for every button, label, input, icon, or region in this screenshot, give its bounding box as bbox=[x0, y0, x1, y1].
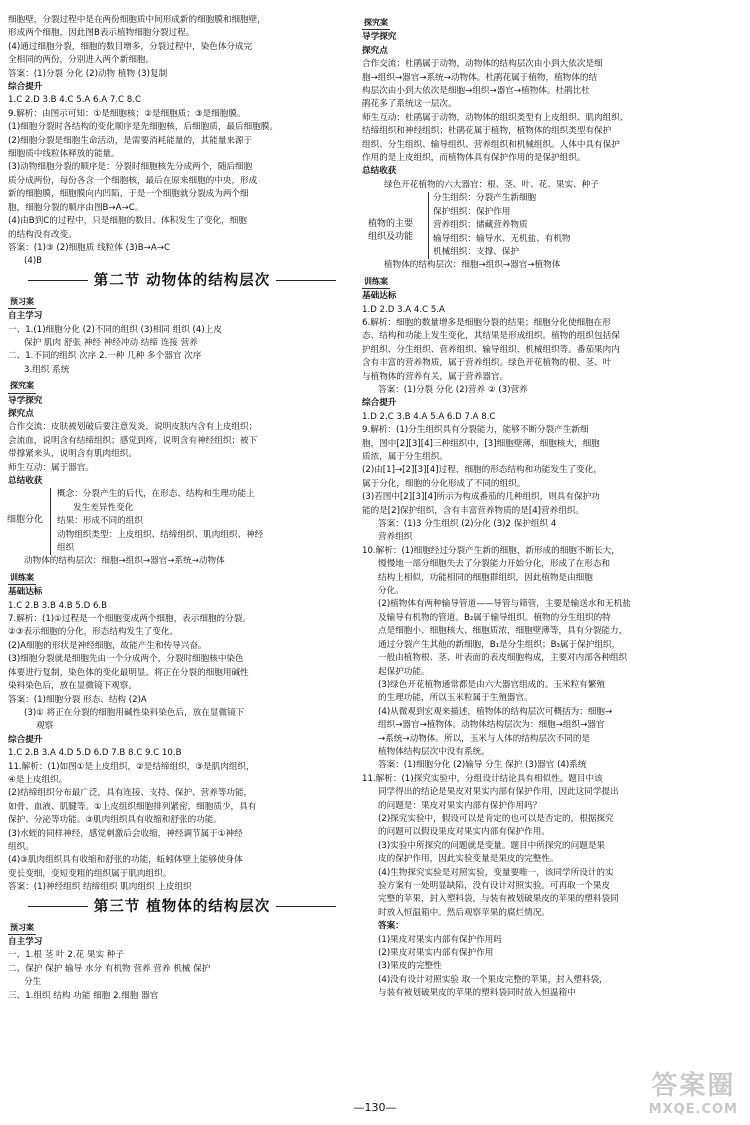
text-line: 皮的保护作用，因此实验变量是果皮的完整性。 bbox=[378, 854, 559, 865]
text-line: 分化。 bbox=[378, 586, 404, 597]
text-line: (2)植物体有两种输导管道——导管与筛管，主要是输送水和无机盐 bbox=[378, 599, 631, 610]
text-line: (4)生物探究实验是对照实验，变量要唯一，该同学所设计的实 bbox=[378, 867, 614, 878]
text-line: 胞，图中[2][3][4]三种组织中，[3]细胞壁薄，细胞核大，细胞 bbox=[362, 438, 600, 449]
text-line: (2)探究实验中，假设可以是肯定的也可以是否定的，根据探究 bbox=[378, 813, 614, 824]
text-line: 师生互动：属于器官。 bbox=[8, 462, 94, 473]
answer-line: 答案：(1)3 分生组织 (2)分化 (3)2 保护组织 4 bbox=[378, 519, 557, 530]
text-line: (4)③肌肉组织具有收缩和舒张的功能，蚯蚓体壁上能够使身体 bbox=[8, 855, 243, 866]
plant-summary-diagram bbox=[368, 179, 742, 273]
multiple-choice-answers: 1.D 2.C 3.B 4.A 5.A 6.D 7.A 8.C bbox=[362, 411, 496, 422]
text-line: 胞，细胞分裂的顺序由图B→A→C。 bbox=[8, 202, 144, 213]
summary-item: 绿色开花植物的六大器官：根、茎、叶、花、果实、种子 bbox=[384, 179, 599, 190]
summary-item: 发生差异性变化 bbox=[73, 502, 134, 513]
text-line: 7.解析：(1)①过程是一个细胞变成两个细胞，表示细胞的分裂。 bbox=[8, 614, 251, 625]
text-line: 的生理功能，所以玉米粒属于生殖器官。 bbox=[378, 693, 533, 704]
text-line: 细胞质中线粒体释放的能量。 bbox=[8, 149, 120, 160]
text-line: 构层次由小到大依次是细胞→组织→器官→植物体。杜鹃比杜 bbox=[362, 86, 590, 97]
answer-line: 营养组织 bbox=[378, 532, 413, 543]
summary-item: 动物组织类型：上皮组织、结缔组织、肌肉组织、神经 bbox=[57, 529, 264, 540]
question-11-explanation bbox=[8, 761, 356, 882]
summary-item: 分生组织：分裂产生新细胞 bbox=[433, 193, 537, 204]
text-line: 态、结构和功能上发生变化，其结果是形成组织。植物的组织包括保 bbox=[362, 331, 620, 342]
text-line: 含有丰富的营养物质，属于营养组织。绿色开花植物的根、茎、叶 bbox=[362, 358, 612, 369]
answer-line: (2)果皮对果实内部有保护作用 bbox=[378, 948, 494, 959]
text-line: 变长变细，变短变粗的组织属于肌肉组织。 bbox=[8, 868, 172, 879]
text-line: 植物体结构层次中没有系统。 bbox=[378, 746, 490, 757]
text-line: 三、1.组织 结构 功能 细胞 2.细胞 器官 bbox=[8, 990, 159, 1001]
text-line: 分生 bbox=[24, 977, 42, 988]
text-line: 鹃花多了系统这一层次。 bbox=[362, 99, 457, 110]
text-line: 属于分化，细胞的分化形成了不同的组织。 bbox=[362, 478, 526, 489]
text-line: 结缔组织和神经组织；杜鹃花属于植物，植物体的组织类型有保护 bbox=[362, 126, 612, 137]
answer-line: 答案：(1)分裂 分化 (2)营养 ② (3)营养 bbox=[378, 384, 528, 395]
text-line: 新的细胞膜，细胞膜向内凹陷，于是一个细胞就分裂成为两个细 bbox=[8, 189, 249, 200]
text-line: 3.组织 系统 bbox=[24, 364, 70, 375]
text-line: (4)由B到C的过程中，只是细胞的数目、体积发生了变化，细胞 bbox=[8, 216, 247, 227]
text-line: 9.解析：由图示可知：①是细胞核；②是细胞质；③是细胞膜。 bbox=[8, 108, 246, 119]
heading-guided: 导学探究 bbox=[8, 395, 43, 406]
text-line: 11.解析：(1)探究实验中，分组设计结论具有相似性。题目中该 bbox=[362, 773, 603, 784]
heading-basic: 基础达标 bbox=[362, 291, 397, 302]
heading-self-study: 自主学习 bbox=[8, 311, 43, 322]
tag-training: 训练案 bbox=[362, 275, 390, 289]
text-line: 的问题可以假设果皮对果实内部有保护作用。 bbox=[378, 827, 550, 838]
answer-line: 观察 bbox=[36, 721, 54, 732]
summary-item: 概念：分裂产生的后代，在形态、结构和生理功能上 bbox=[57, 489, 255, 500]
tag-training: 训练案 bbox=[8, 571, 36, 585]
summary-item: 动物体的结构层次：细胞→组织→器官→系统→动物体 bbox=[24, 556, 225, 567]
text-line: 一、1.(1)细胞分化 (2)不同的组织 (3)相同 组织 (4)上皮 bbox=[8, 324, 222, 335]
summary-label: 植物的主要 组织及功能 bbox=[368, 219, 414, 243]
text-line: 质浓，属于分生组织。 bbox=[362, 452, 448, 462]
summary-item: 营养组织：储藏营养物质 bbox=[433, 220, 528, 231]
question-9-explanation bbox=[362, 424, 742, 518]
tag-explore: 探究案 bbox=[362, 16, 390, 30]
summary-label: 细胞分化 bbox=[7, 515, 44, 526]
text-line: 的问题是：果皮对果实内部有保护作用吗？ bbox=[378, 800, 542, 811]
answer-line: 与装有被划破果皮的苹果的塑料袋同时放入恒温箱中 bbox=[378, 988, 576, 999]
page-number: —130— bbox=[353, 1101, 397, 1114]
text-line: (3)动物细胞分裂的顺序是：分裂时细胞核先分成两个，随后细胞 bbox=[8, 162, 253, 173]
text-line: (2)由[1]→[2][3][4]过程，细胞的形态结构和功能发生了变化， bbox=[362, 465, 602, 476]
multiple-choice-answers: 1.C 2.B 3.A 4.D 5.D 6.D 7.B 8.C 9.C 10.B bbox=[8, 748, 182, 759]
text-line: 二、保护 保护 输导 水分 有机物 营养 营养 机械 保护 bbox=[8, 963, 211, 974]
summary-item: 结果：形成不同的组织 bbox=[57, 516, 143, 527]
text-line: (3)绿色开花植物通常都是由六大器官组成的。玉米粒有繁殖 bbox=[378, 679, 606, 690]
question-7-explanation bbox=[8, 613, 356, 693]
text-line: 保护、分泌等功能。③肌肉组织具有收缩和舒张的功能。 bbox=[8, 815, 222, 826]
text-line: (1)细胞分裂时各结构的变化顺序是先细胞核，后细胞质，最后细胞膜。 bbox=[8, 122, 278, 133]
text-line: 9.解析：(1)分生组织具有分裂能力，能够不断分裂产生新细 bbox=[362, 425, 589, 436]
answer-line: (4)没有设计对照实验 取一个果皮完整的苹果，封入塑料袋， bbox=[378, 974, 608, 985]
text-line: 通过分裂产生其他的新细胞，B₁是分生组织；B₃属于保护组织， bbox=[378, 639, 621, 650]
multiple-choice-answers: 1.D 2.D 3.A 4.C 5.A bbox=[362, 304, 445, 315]
text-line: 与植物体的营养有关，属于营养器官。 bbox=[362, 371, 509, 382]
text-line: (2)A细胞的形状是神经细胞，故能产生和传导兴奋。 bbox=[8, 640, 207, 651]
answer-line: 答案：(1)分裂 分化 (2)动物 植物 (3)复制 bbox=[8, 68, 168, 79]
text-line: 护组织、分生组织、营养组织、输导组织、机械组织等。番茄果肉内 bbox=[362, 344, 620, 355]
text-line: (3)实验中所探究的问题就是变量。题目中所探究的问题是果 bbox=[378, 840, 606, 851]
text-line: 的结构没有改变。 bbox=[8, 229, 77, 240]
text-line: ④是上皮组织。 bbox=[8, 774, 68, 785]
text-line: 完整的苹果，封入塑料袋，与装有被划破果皮的苹果的塑料袋同 bbox=[378, 894, 619, 905]
text-line: 细胞壁，分裂过程中是在两份细胞质中间形成新的细胞膜和细胞壁， bbox=[8, 15, 266, 25]
multiple-choice-answers: 1.C 2.B 3.B 4.B 5.D 6.B bbox=[8, 600, 108, 611]
tag-explore: 探究案 bbox=[8, 379, 36, 393]
summary-item: 保护组织：保护作用 bbox=[433, 206, 511, 217]
text-line: (4)从微观到宏观来描述，植物体的结构层次可概括为：细胞→ bbox=[378, 706, 613, 717]
heading-comprehensive: 综合提升 bbox=[8, 734, 43, 745]
text-line: 结构上相似，功能相同的细胞群组织，因此植物是由细胞 bbox=[378, 572, 593, 583]
heading-comprehensive: 综合提升 bbox=[8, 82, 43, 93]
question-10-explanation bbox=[362, 545, 742, 760]
heading-explore-point: 探究点 bbox=[362, 45, 388, 56]
answer-line: (4)B bbox=[24, 256, 43, 267]
text-line: (3)细胞分裂就是细胞先由一个分成两个，分裂时细胞核中染色 bbox=[8, 654, 244, 665]
heading-summary: 总结收获 bbox=[8, 476, 43, 486]
heading-guided: 导学探究 bbox=[362, 32, 397, 43]
text-line: 胞→组织→器官→系统→动物体。杜鹃花属于植物，植物体的结 bbox=[362, 72, 598, 83]
question-9-explanation bbox=[8, 108, 356, 242]
answer-line: 答案：(1)细胞分化 (2)输导 分生 保护 (3)器官 (4)系统 bbox=[378, 760, 587, 771]
heading-basic: 基础达标 bbox=[8, 587, 43, 598]
text-line: 同学得出的结论是果皮对果实内部有保护作用，因此这同学提出 bbox=[378, 787, 619, 798]
answer-line: (1)果皮对果实内部有保护作用吗 bbox=[378, 934, 502, 945]
text-line: 带撑紧来头，说明含有肌肉组织。 bbox=[8, 449, 137, 460]
text-line: 6.解析：细胞的数量增多是细胞分裂的结果；细胞分化使细胞在形 bbox=[362, 317, 611, 328]
text-line: 一、1.根 茎 叶 2.花 果实 种子 bbox=[8, 950, 124, 961]
text-line: 能的是[2]保护组织，含有丰富营养物质的是[4]营养组织。 bbox=[362, 505, 585, 516]
multiple-choice-answers: 1.C 2.D 3.B 4.C 5.A 6.A 7.C 8.C bbox=[8, 95, 141, 106]
section-title: 第二节 动物体的结构层次 bbox=[8, 271, 356, 291]
question-11-explanation bbox=[362, 773, 742, 920]
text-line: 组织→器官→植物体。动物体结构层次为：细胞→组织→器官 bbox=[378, 720, 605, 731]
tag-preview: 预习案 bbox=[8, 921, 36, 935]
text-line: (2)细胞分裂是细胞生命活动，是需要消耗能量的，其能量来源于 bbox=[8, 135, 253, 146]
text-line: 验方案有一处明显缺陷，没有设计对照实验。可再取一个果皮 bbox=[378, 881, 611, 891]
watermark-logo: 答案圈 MXQE.COM bbox=[648, 1071, 738, 1117]
summary-item: 组织 bbox=[57, 543, 75, 554]
text-line: 全相同的两份，分别进入两个新细胞。 bbox=[8, 55, 155, 66]
text-line: 合作交流：杜鹃属于动物，动物体的结构层次由小到大依次是细 bbox=[362, 59, 603, 70]
answer-line: 答案：(1)③ (2)细胞质 线粒体 (3)B→A→C bbox=[8, 242, 170, 253]
text-line: 二、1.不同的组织 次序 2.一种 几种 多个器官 次序 bbox=[8, 351, 202, 362]
text-line: 会流血，说明含有结缔组织；感觉到疼，说明含有神经组织；被下 bbox=[8, 435, 258, 446]
text-line: →系统→动物体。所以，玉米与人体的结构层次不同的是 bbox=[378, 733, 591, 744]
text-line: 质分成两份，每份各含一个细胞核，最后在原来细胞的中央，形成 bbox=[8, 175, 258, 186]
text-line: 组织、分生组织、输导组织、营养组织和机械组织。人体中具有保护 bbox=[362, 139, 620, 150]
tag-preview: 预习案 bbox=[8, 295, 36, 309]
text-line: ②③表示细胞的分化，形态结构发生了变化。 bbox=[8, 627, 179, 638]
answer-line: 答案：(1)细胞分裂 形态、结构 (2)A bbox=[8, 694, 147, 705]
text-line: 组织。 bbox=[8, 841, 34, 852]
text-line: 形成两个细胞，因此图B表示植物细胞分裂过程。 bbox=[8, 28, 195, 39]
answer-line: 答案：(1)神经组织 结缔组织 肌肉组织 上皮组织 bbox=[8, 882, 192, 893]
text-line: (3)若图中[2][3][4]所示为构成番茄的几种组织，则具有保护功 bbox=[362, 492, 600, 503]
text-line: 保护 肌肉 舒张 神经 神经冲动 结缔 连接 营养 bbox=[24, 337, 198, 348]
text-line: 合作交流：皮肤被划破后要注意发炎，说明皮肤内含有上皮组织； bbox=[8, 422, 258, 433]
text-line: (3)水蛭的同样神经，感觉刺激后会收缩，神经调节属于①神经 bbox=[8, 828, 243, 839]
answer-line: (3)果皮的完整性 bbox=[378, 961, 442, 972]
text-line: 染料染色后，放在显微镜下观察。 bbox=[8, 681, 137, 692]
answer-heading: 答案： bbox=[378, 921, 404, 932]
text-line: (2)结缔组织分布最广泛，具有连接、支持、保护、营养等功能， bbox=[8, 788, 253, 799]
question-6-explanation bbox=[362, 317, 742, 384]
summary-item: 输导组织：输导水、无机盐、有机物 bbox=[433, 233, 571, 244]
left-column bbox=[8, 14, 356, 1003]
text-line: (4)通过细胞分裂，细胞的数目增多，分裂过程中，染色体分成完 bbox=[8, 41, 253, 52]
section-title: 第三节 植物体的结构层次 bbox=[8, 897, 356, 917]
text-line: 如骨、血液、肌腱等。①上皮组织细胞排列紧密，细胞质少，具有 bbox=[8, 801, 257, 812]
text-line: 点是细胞小、细胞核大、细胞质浓，细胞壁薄等，具有分裂能力， bbox=[378, 626, 628, 637]
summary-item: 植物体的结构层次：细胞→组织→器官→植物体 bbox=[384, 260, 561, 271]
text-line: 11.解析：(1)如图①是上皮组织，②是结缔组织，③是肌肉组织， bbox=[8, 761, 255, 772]
text-line: 慢慢地一部分细胞失去了分裂能力开始分化，形成了在形态和 bbox=[378, 559, 611, 570]
right-column bbox=[362, 14, 742, 1001]
text-line: 时放入恒温箱中。然后观察苹果的腐烂情况。 bbox=[378, 907, 550, 918]
summary-diagram bbox=[7, 488, 356, 555]
text-line: 一般由植物根、茎、叶表面的表皮细胞构成，主要对内部各种组织 bbox=[378, 653, 628, 664]
text-line: 师生互动：杜鹃属于动物，动物体的组织类型有上皮组织、肌肉组织、 bbox=[362, 112, 629, 123]
answer-line: (3)① 将正在分裂的细胞用碱性染料染色后，放在显微镜下 bbox=[24, 707, 245, 718]
text-line: 作用的是上皮组织，而植物体具有保护作用的是保护组织。 bbox=[362, 153, 586, 164]
heading-summary: 总结收获 bbox=[362, 166, 397, 177]
heading-comprehensive: 综合提升 bbox=[362, 398, 397, 409]
heading-explore-point: 探究点 bbox=[8, 408, 34, 419]
text-line: 及输导有机物的管道。B₂属于输导组织。植物的分生组织的特 bbox=[378, 612, 611, 623]
carryover-explanation bbox=[8, 14, 356, 68]
summary-item: 机械组织：支撑、保护 bbox=[433, 246, 519, 257]
text-line: 体要进行复制，染色体的变化最明显。将正在分裂的细胞用碱性 bbox=[8, 667, 249, 678]
text-line: 10.解析：(1)细胞经过分裂产生新的细胞，新形成的细胞不断长大， bbox=[362, 545, 620, 556]
text-line: 起保护功能。 bbox=[378, 666, 430, 677]
heading-self-study: 自主学习 bbox=[8, 937, 43, 947]
